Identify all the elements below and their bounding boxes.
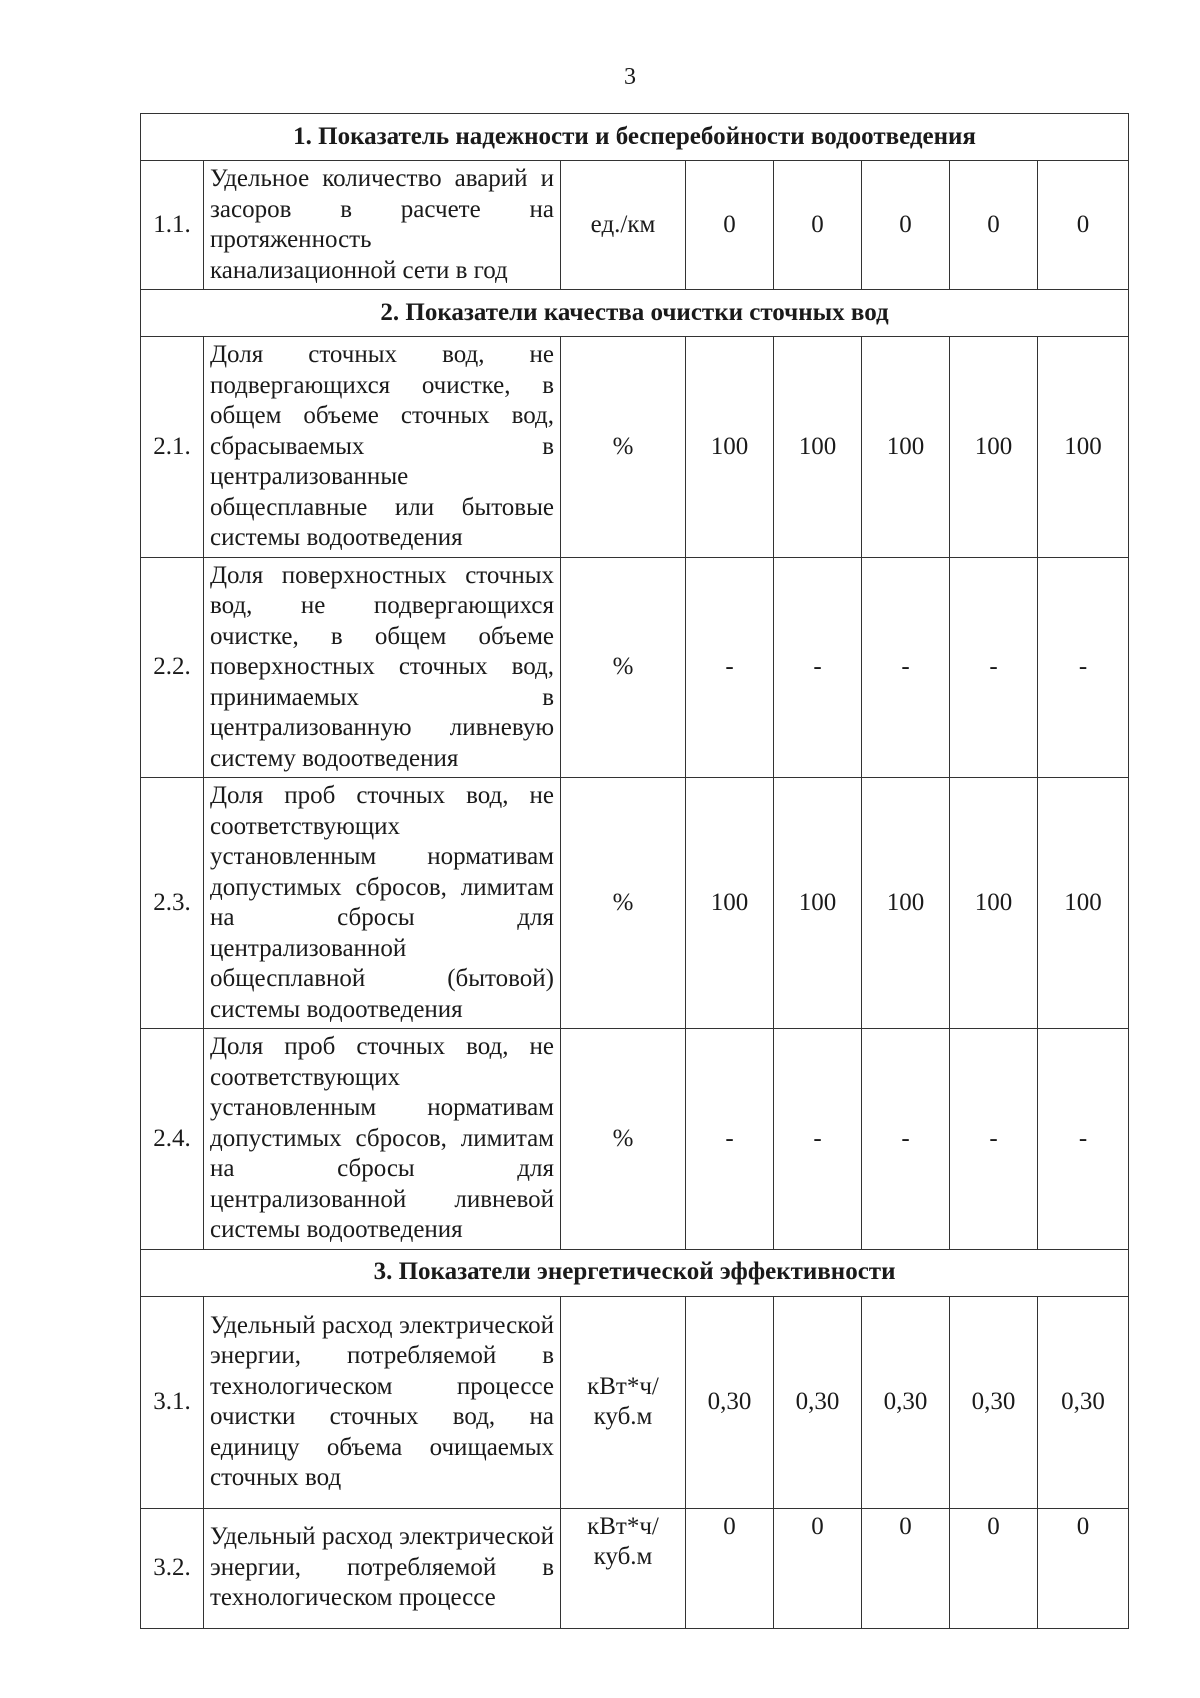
- indicator-name: Доля проб сточных вод, не соответствующих установленным нормативам допустимых сбросов, лимитам на сбросы для централизованной ливневой системы водоотведения: [204, 1029, 561, 1250]
- section-header-row: [141, 290, 1129, 337]
- table-row: [141, 557, 1129, 778]
- value-cell: 0: [686, 161, 774, 290]
- table-row: [141, 1296, 1129, 1508]
- value-cell: -: [1038, 557, 1129, 778]
- indicator-name: Удельное количество аварий и засоров в расчете на протяженность канализационной сети в год: [204, 161, 561, 290]
- value-cell: 0: [862, 1508, 950, 1628]
- value-cell: 100: [950, 337, 1038, 558]
- value-cell: 100: [862, 337, 950, 558]
- section-title: 1. Показатель надежности и бесперебойности водоотведения: [141, 114, 1129, 161]
- row-number: 2.2.: [141, 557, 204, 778]
- value-cell: -: [950, 557, 1038, 778]
- unit-cell: %: [561, 337, 686, 558]
- value-cell: 0,30: [774, 1296, 862, 1508]
- value-cell: 100: [950, 778, 1038, 1029]
- value-cell: -: [862, 557, 950, 778]
- indicators-table: [140, 113, 1129, 1629]
- value-cell: 100: [774, 778, 862, 1029]
- value-cell: 0,30: [862, 1296, 950, 1508]
- indicator-name: Доля поверхностных сточных вод, не подвергающихся очистке, в общем объеме поверхностных сточных вод, принимаемых в централизованную ливневую систему водоотведения: [204, 557, 561, 778]
- value-cell: -: [686, 557, 774, 778]
- value-cell: 100: [686, 337, 774, 558]
- value-cell: -: [950, 1029, 1038, 1250]
- row-number: 3.2.: [141, 1508, 204, 1628]
- value-cell: 0: [686, 1508, 774, 1628]
- value-cell: 0: [1038, 161, 1129, 290]
- value-cell: 0: [774, 1508, 862, 1628]
- value-cell: 100: [1038, 778, 1129, 1029]
- value-cell: -: [774, 557, 862, 778]
- value-cell: 0,30: [1038, 1296, 1129, 1508]
- table-row: [141, 778, 1129, 1029]
- row-number: 2.4.: [141, 1029, 204, 1250]
- row-number: 2.3.: [141, 778, 204, 1029]
- value-cell: -: [774, 1029, 862, 1250]
- page-number: 3: [624, 64, 636, 90]
- section-header-row: [141, 114, 1129, 161]
- value-cell: 100: [774, 337, 862, 558]
- value-cell: 0,30: [950, 1296, 1038, 1508]
- value-cell: 0: [1038, 1508, 1129, 1628]
- value-cell: 0,30: [686, 1296, 774, 1508]
- indicator-name: Удельный расход электрической энергии, потребляемой в технологическом процессе очистки сточных вод, на единицу объема очищаемых сточных вод: [204, 1296, 561, 1508]
- unit-cell: %: [561, 1029, 686, 1250]
- table-row: [141, 337, 1129, 558]
- row-number: 3.1.: [141, 1296, 204, 1508]
- unit-cell: ед./км: [561, 161, 686, 290]
- table-row: [141, 1508, 1129, 1628]
- table-row: [141, 161, 1129, 290]
- value-cell: 0: [950, 1508, 1038, 1628]
- table-row: [141, 1029, 1129, 1250]
- section-title: 2. Показатели качества очистки сточных вод: [141, 290, 1129, 337]
- value-cell: -: [862, 1029, 950, 1250]
- indicator-name: Доля проб сточных вод, не соответствующих установленным нормативам допустимых сбросов, лимитам на сбросы для централизованной общесплавной (бытовой) системы водоотведения: [204, 778, 561, 1029]
- indicator-name: Доля сточных вод, не подвергающихся очистке, в общем объеме сточных вод, сбрасываемых в централизованные общесплавные или бытовые системы водоотведения: [204, 337, 561, 558]
- unit-cell: кВт*ч/ куб.м: [561, 1296, 686, 1508]
- value-cell: 0: [774, 161, 862, 290]
- section-header-row: [141, 1249, 1129, 1296]
- value-cell: -: [686, 1029, 774, 1250]
- row-number: 1.1.: [141, 161, 204, 290]
- row-number: 2.1.: [141, 337, 204, 558]
- unit-cell: %: [561, 557, 686, 778]
- value-cell: -: [1038, 1029, 1129, 1250]
- unit-cell: %: [561, 778, 686, 1029]
- value-cell: 100: [1038, 337, 1129, 558]
- value-cell: 100: [686, 778, 774, 1029]
- section-title: 3. Показатели энергетической эффективности: [141, 1249, 1129, 1296]
- value-cell: 0: [862, 161, 950, 290]
- unit-cell: кВт*ч/ куб.м: [561, 1508, 686, 1628]
- indicator-name: Удельный расход электрической энергии, потребляемой в технологическом процессе: [204, 1508, 561, 1628]
- value-cell: 0: [950, 161, 1038, 290]
- value-cell: 100: [862, 778, 950, 1029]
